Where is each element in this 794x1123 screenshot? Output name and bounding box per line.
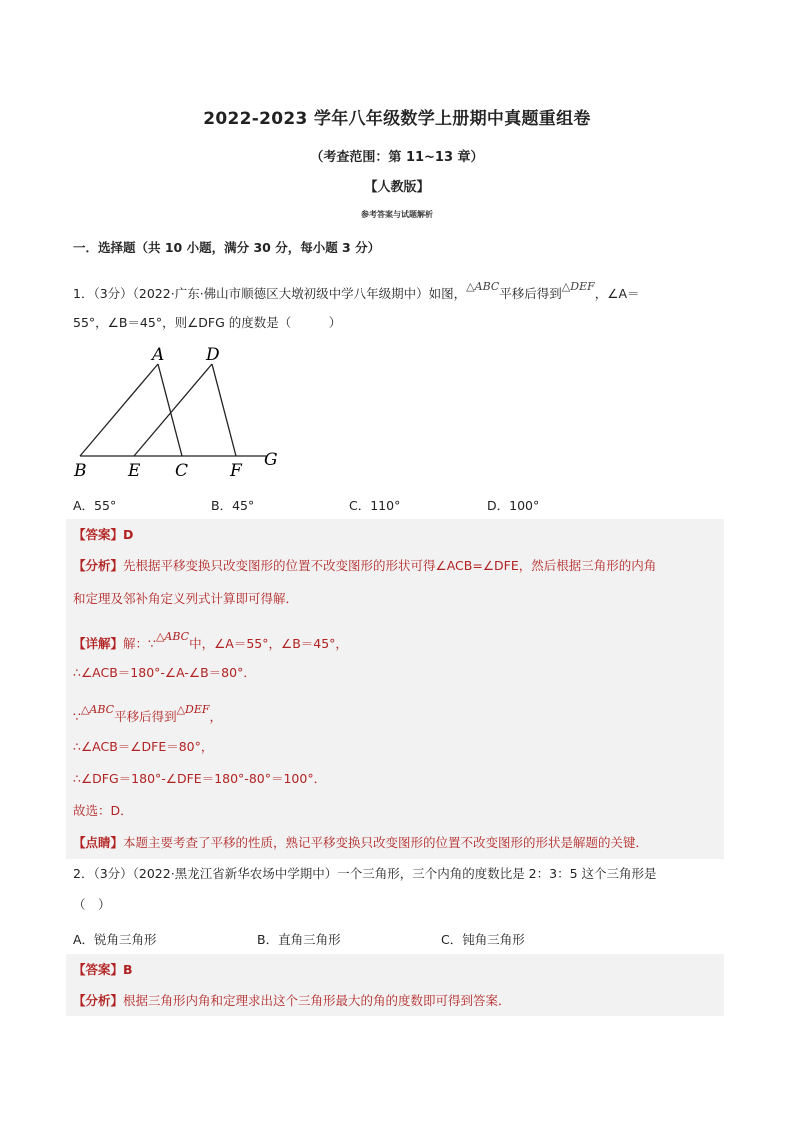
- q1-detail-line1: [73, 630, 348, 653]
- detail-1a: 解：∵: [123, 636, 156, 651]
- edition-label: 【人教版】: [364, 180, 430, 195]
- segment-ac: [158, 364, 182, 456]
- label-b: B: [74, 461, 87, 480]
- q1-detail-line5: ∴∠DFG＝180°-∠DFE＝180°-80°＝100°．: [73, 771, 327, 786]
- q1-detail-line3: [73, 703, 223, 726]
- exam-range: （考查范围：第 11~13 章）: [310, 150, 484, 165]
- detail-3c: ，: [209, 709, 223, 724]
- q2-answer-tag: 【答案】: [73, 962, 124, 977]
- q1-triangle-def: △DEF: [561, 280, 595, 293]
- detail-tag: 【详解】: [73, 636, 124, 651]
- label-f: F: [230, 461, 242, 480]
- q1-analysis-line1: [73, 558, 656, 574]
- q1-detail-line6: 故选：D．: [73, 803, 133, 818]
- label-c: C: [175, 461, 189, 480]
- q1-comment: [73, 835, 648, 851]
- q2-choice-b: B．直角三角形: [257, 932, 341, 947]
- page-title: 2022-2023 学年八年级数学上册期中真题重组卷: [203, 109, 591, 129]
- q1-text-a: 1．（3分）（2022·广东·佛山市顺德区大墩初级中学八年级期中）如图，: [73, 286, 467, 301]
- q1-choice-b: B．45°: [211, 498, 255, 513]
- answer-tag: 【答案】: [73, 527, 124, 542]
- q2-answer-value: B: [123, 962, 133, 977]
- q2-choice-a: A．锐角三角形: [73, 932, 157, 947]
- label-a: A: [152, 345, 165, 365]
- comment-text: 本题主要考查了平移的性质，熟记平移变换只改变图形的位置不改变图形的形状是解题的关键．: [123, 835, 649, 850]
- q1-figure: [60, 340, 300, 480]
- detail-3-triangle-def: △DEF: [176, 703, 210, 716]
- section-heading: 一．选择题（共 10 小题，满分 30 分，每小题 3 分）: [73, 240, 381, 255]
- q1-text-b: 平移后得到: [499, 286, 562, 301]
- detail-3b: 平移后得到: [114, 709, 177, 724]
- q2-analysis-text: 根据三角形内角和定理求出这个三角形最大的角的度数即可得到答案．: [123, 993, 511, 1008]
- segment-df: [212, 364, 236, 456]
- detail-1b: 中，∠A＝55°，∠B＝45°，: [189, 636, 348, 651]
- q1-choice-d: D．100°: [487, 498, 540, 513]
- q1-analysis-line2: 和定理及邻补角定义列式计算即可得解．: [73, 591, 299, 606]
- detail-3a: ∵: [73, 709, 81, 724]
- q1-detail-line4: ∴∠ACB＝∠DFE＝80°，: [73, 739, 214, 754]
- q2-answer: [73, 962, 133, 978]
- q2-analysis: [73, 993, 511, 1009]
- q2-analysis-tag: 【分析】: [73, 993, 124, 1008]
- q1-triangle-abc: △ABC: [466, 280, 500, 293]
- detail-3-triangle-abc: △ABC: [80, 703, 115, 716]
- answer-value: D: [123, 527, 134, 542]
- q1-answer: [73, 527, 133, 543]
- q1-stem-line2: 55°，∠B＝45°，则∠DFG 的度数是（ ）: [73, 315, 342, 330]
- q1-choice-c: C．110°: [349, 498, 401, 513]
- comment-tag: 【点睛】: [73, 835, 124, 850]
- analysis-tag: 【分析】: [73, 558, 124, 573]
- analysis-text-1: 先根据平移变换只改变图形的位置不改变图形的形状可得∠ACB=∠DFE，然后根据三角形的内角: [123, 558, 657, 573]
- q2-choice-c: C．钝角三角形: [441, 932, 525, 947]
- q1-choice-a: A．55°: [73, 498, 117, 513]
- detail-triangle-abc: △ABC: [155, 630, 190, 643]
- q2-stem-line1: 2．（3分）（2022·黑龙江省新华农场中学期中）一个三角形，三个内角的度数比是 2：3：5 这个三角形是: [73, 866, 657, 881]
- q1-text-c: ，∠A＝: [594, 286, 640, 301]
- label-e: E: [128, 461, 141, 480]
- answer-subtitle: 参考答案与试题解析: [361, 210, 433, 219]
- q1-stem-line1: [73, 280, 640, 303]
- label-d: D: [206, 345, 220, 365]
- label-g: G: [264, 450, 278, 470]
- q2-stem-line2: （ ）: [73, 897, 111, 912]
- q1-detail-line2: ∴∠ACB＝180°-∠A-∠B＝80°．: [73, 665, 256, 680]
